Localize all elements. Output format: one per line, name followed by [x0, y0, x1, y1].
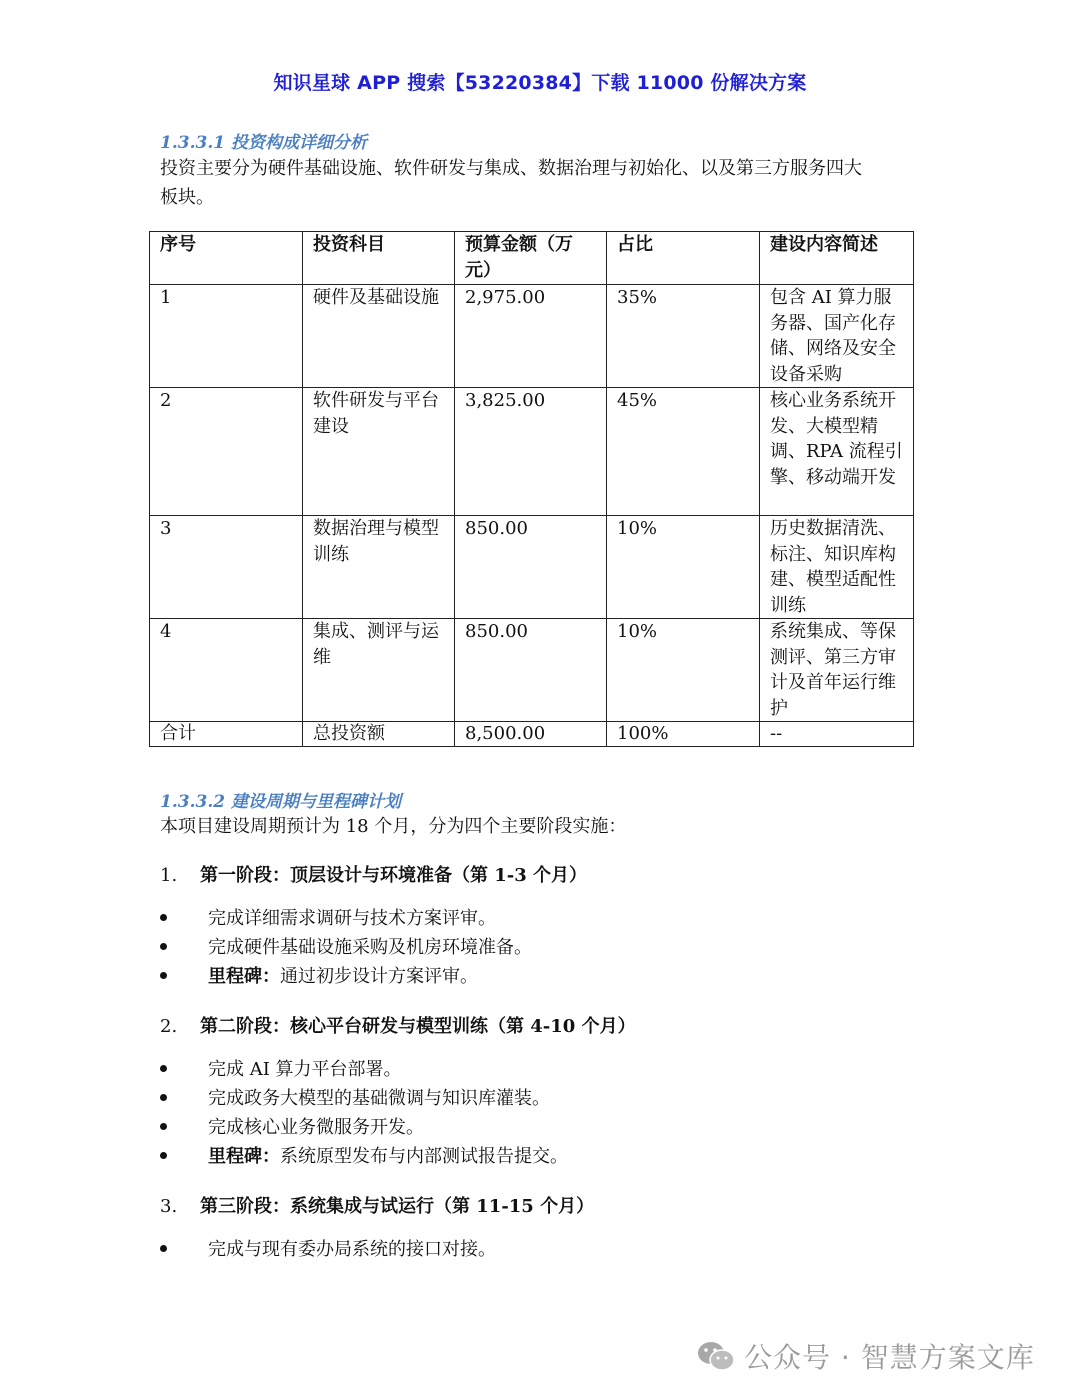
bullet-icon	[160, 972, 167, 979]
table-header-row	[150, 232, 914, 285]
cell-ratio: 45%	[607, 388, 760, 516]
item-text: 完成详细需求调研与技术方案评审。	[208, 908, 496, 929]
cell-item: 硬件及基础设施	[303, 285, 455, 388]
bullet-icon	[160, 1065, 167, 1072]
header-item: 投资科目	[303, 232, 455, 285]
phase-3-title	[160, 1192, 594, 1218]
header-amount: 预算金额（万元）	[455, 232, 607, 285]
schedule-intro: 本项目建设周期预计为 18 个月，分为四个主要阶段实施：	[160, 816, 627, 837]
table-row	[150, 619, 914, 722]
cell-no: 3	[150, 516, 303, 619]
header-desc: 建设内容简述	[760, 232, 914, 285]
cell-desc: 包含 AI 算力服务器、国产化存储、网络及安全设备采购	[760, 285, 914, 388]
bullet-icon	[160, 1245, 167, 1252]
milestone-label: 里程碑：	[208, 1146, 280, 1167]
section-heading-schedule: 1.3.3.2 建设周期与里程碑计划	[160, 792, 401, 812]
table-row	[150, 285, 914, 388]
cell-desc: 核心业务系统开发、大模型精调、RPA 流程引擎、移动端开发	[760, 388, 914, 516]
phase-1-title	[160, 861, 587, 887]
investment-table	[149, 231, 914, 747]
phase-number: 2.	[160, 1016, 178, 1037]
phase-number: 3.	[160, 1196, 178, 1217]
list-item	[160, 1238, 496, 1262]
cell-desc: 系统集成、等保测评、第三方审计及首年运行维护	[760, 619, 914, 722]
table-total-row	[150, 722, 914, 747]
cell-no: 1	[150, 285, 303, 388]
cell-ratio: 10%	[607, 516, 760, 619]
cell-amount: 850.00	[455, 619, 607, 722]
bullet-icon	[160, 943, 167, 950]
document-title: 知识星球 APP 搜索【53220384】下载 11000 份解决方案	[273, 72, 807, 94]
cell-desc: 历史数据清洗、标注、知识库构建、模型适配性训练	[760, 516, 914, 619]
intro-line-1: 投资主要分为硬件基础设施、软件研发与集成、数据治理与初始化、以及第三方服务四大	[160, 158, 862, 179]
list-item	[160, 1116, 424, 1140]
item-text: 完成硬件基础设施采购及机房环境准备。	[208, 937, 532, 958]
item-text: 完成与现有委办局系统的接口对接。	[208, 1239, 496, 1260]
investment-intro	[160, 154, 920, 212]
phase-title: 第一阶段：顶层设计与环境准备（第 1-3 个月）	[200, 865, 588, 886]
cell-amount: 2,975.00	[455, 285, 607, 388]
header-no: 序号	[150, 232, 303, 285]
phase-title: 第二阶段：核心平台研发与模型训练（第 4-10 个月）	[200, 1016, 636, 1037]
watermark-text: 公众号 · 智慧方案文库	[744, 1341, 1035, 1374]
list-item	[160, 965, 478, 989]
cell-amount: 850.00	[455, 516, 607, 619]
table-row	[150, 516, 914, 619]
item-text: 完成 AI 算力平台部署。	[208, 1059, 402, 1080]
list-item	[160, 907, 496, 931]
watermark	[696, 1336, 1035, 1376]
table-row	[150, 388, 914, 516]
list-item	[160, 1058, 402, 1082]
section-heading-investment: 1.3.3.1 投资构成详细分析	[160, 133, 367, 153]
cell-item: 集成、测评与运维	[303, 619, 455, 722]
item-text: 完成核心业务微服务开发。	[208, 1117, 424, 1138]
list-item	[160, 1145, 568, 1169]
total-ratio: 100%	[607, 722, 760, 747]
list-item	[160, 936, 532, 960]
header-ratio: 占比	[607, 232, 760, 285]
cell-item: 数据治理与模型训练	[303, 516, 455, 619]
total-desc: --	[760, 722, 914, 747]
bullet-icon	[160, 1094, 167, 1101]
cell-item: 软件研发与平台建设	[303, 388, 455, 516]
item-text: 通过初步设计方案评审。	[280, 966, 478, 987]
list-item	[160, 1087, 550, 1111]
total-label: 合计	[150, 722, 303, 747]
item-text: 完成政务大模型的基础微调与知识库灌装。	[208, 1088, 550, 1109]
phase-2-title	[160, 1012, 636, 1038]
bullet-icon	[160, 914, 167, 921]
bullet-icon	[160, 1152, 167, 1159]
milestone-label: 里程碑：	[208, 966, 280, 987]
wechat-icon	[696, 1340, 736, 1372]
phase-title: 第三阶段：系统集成与试运行（第 11-15 个月）	[200, 1196, 595, 1217]
cell-ratio: 35%	[607, 285, 760, 388]
total-amount: 8,500.00	[455, 722, 607, 747]
bullet-icon	[160, 1123, 167, 1130]
cell-no: 4	[150, 619, 303, 722]
intro-line-2: 板块。	[160, 187, 214, 208]
item-text: 系统原型发布与内部测试报告提交。	[280, 1146, 568, 1167]
cell-no: 2	[150, 388, 303, 516]
total-item: 总投资额	[303, 722, 455, 747]
cell-amount: 3,825.00	[455, 388, 607, 516]
phase-number: 1.	[160, 865, 178, 886]
cell-ratio: 10%	[607, 619, 760, 722]
